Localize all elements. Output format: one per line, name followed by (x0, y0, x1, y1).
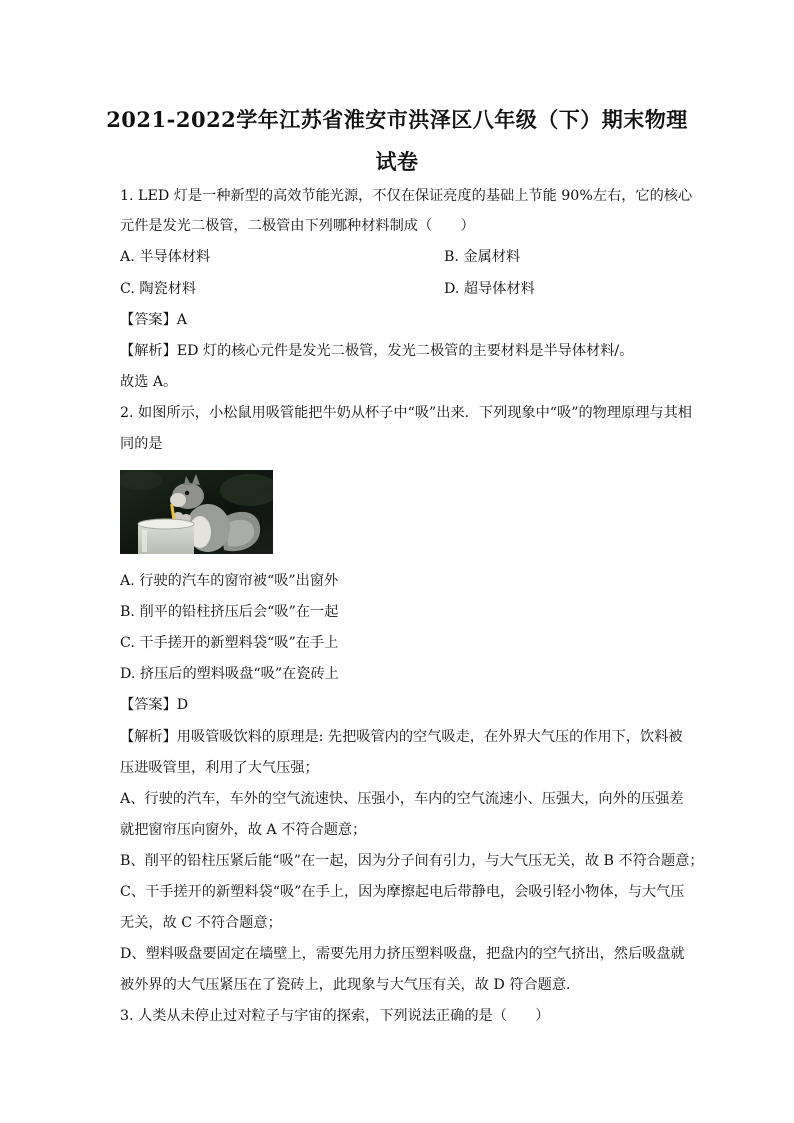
q2-option-b: B. 削平的铅柱挤压后会“吸”在一起 (120, 604, 339, 620)
q1-option-a: A. 半导体材料 (120, 249, 211, 265)
q1-answer: 【答案】A (120, 312, 187, 328)
q1-stem-line1: 1. LED 灯是一种新型的高效节能光源，不仅在保证亮度的基础上节能 90%左右，它的核心 (120, 188, 693, 204)
q2-analysis-line4: 就把窗帘压向窗外，故 A 不符合题意； (120, 822, 367, 838)
q2-analysis-line5: B、削平的铅柱压紧后能“吸”在一起，因为分子间有引力，与大气压无关，故 B 不符合题意； (120, 853, 704, 869)
q3-stem-line1: 3. 人类从未停止过对粒子与宇宙的探索，下列说法正确的是（ ） (120, 1008, 550, 1024)
q2-option-c: C. 干手搓开的新塑料袋“吸”在手上 (120, 635, 339, 651)
q1-analysis-line2: 故选 A。 (120, 374, 178, 390)
q2-stem-line2: 同的是 (120, 436, 163, 452)
q1-option-b: B. 金属材料 (444, 249, 521, 265)
q1-option-d: D. 超导体材料 (444, 281, 535, 297)
q2-analysis-line9: 被外界的大气压紧压在了瓷砖上，此现象与大气压有关，故 D 符合题意． (120, 977, 581, 993)
q2-analysis-line3: A、行驶的汽车，车外的空气流速快、压强小，车内的空气流速小、压强大，向外的压强差 (120, 791, 684, 807)
q2-analysis-line8: D、塑料吸盘要固定在墙壁上，需要先用力挤压塑料吸盘，把盘内的空气挤出，然后吸盘就 (120, 946, 685, 962)
q2-analysis-line2: 压进吸管里，利用了大气压强； (120, 760, 319, 776)
q2-option-a: A. 行驶的汽车的窗帘被“吸”出窗外 (120, 573, 339, 589)
squirrel-illustration (120, 470, 273, 554)
q1-stem-line2: 元件是发光二极管，二极管由下列哪种材料制成（ ） (120, 218, 475, 234)
q2-option-d: D. 挤压后的塑料吸盘“吸”在瓷砖上 (120, 666, 339, 682)
q2-stem-line1: 2. 如图所示，小松鼠用吸管能把牛奶从杯子中“吸”出来．下列现象中“吸”的物理原理与其相 (120, 405, 692, 421)
q2-analysis-line6: C、干手搓开的新塑料袋“吸”在手上，因为摩擦起电后带静电，会吸引轻小物体，与大气压 (120, 884, 685, 900)
q2-analysis-line1: 【解析】用吸管吸饮料的原理是: 先把吸管内的空气吸走，在外界大气压的作用下，饮料被 (120, 729, 683, 745)
q1-option-c: C. 陶瓷材料 (120, 281, 197, 297)
document-title: 2021-2022学年江苏省淮安市洪泽区八年级（下）期末物理 (106, 107, 688, 132)
document-title-line2: 试卷 (375, 149, 419, 174)
q1-analysis-line1: 【解析】ED 灯的核心元件是发光二极管，发光二极管的主要材料是半导体材料/。 (120, 343, 634, 359)
q2-analysis-line7: 无关，故 C 不符合题意； (120, 915, 282, 931)
squirrel-drinking-milk-photo (120, 470, 273, 554)
q2-answer: 【答案】D (120, 697, 189, 713)
